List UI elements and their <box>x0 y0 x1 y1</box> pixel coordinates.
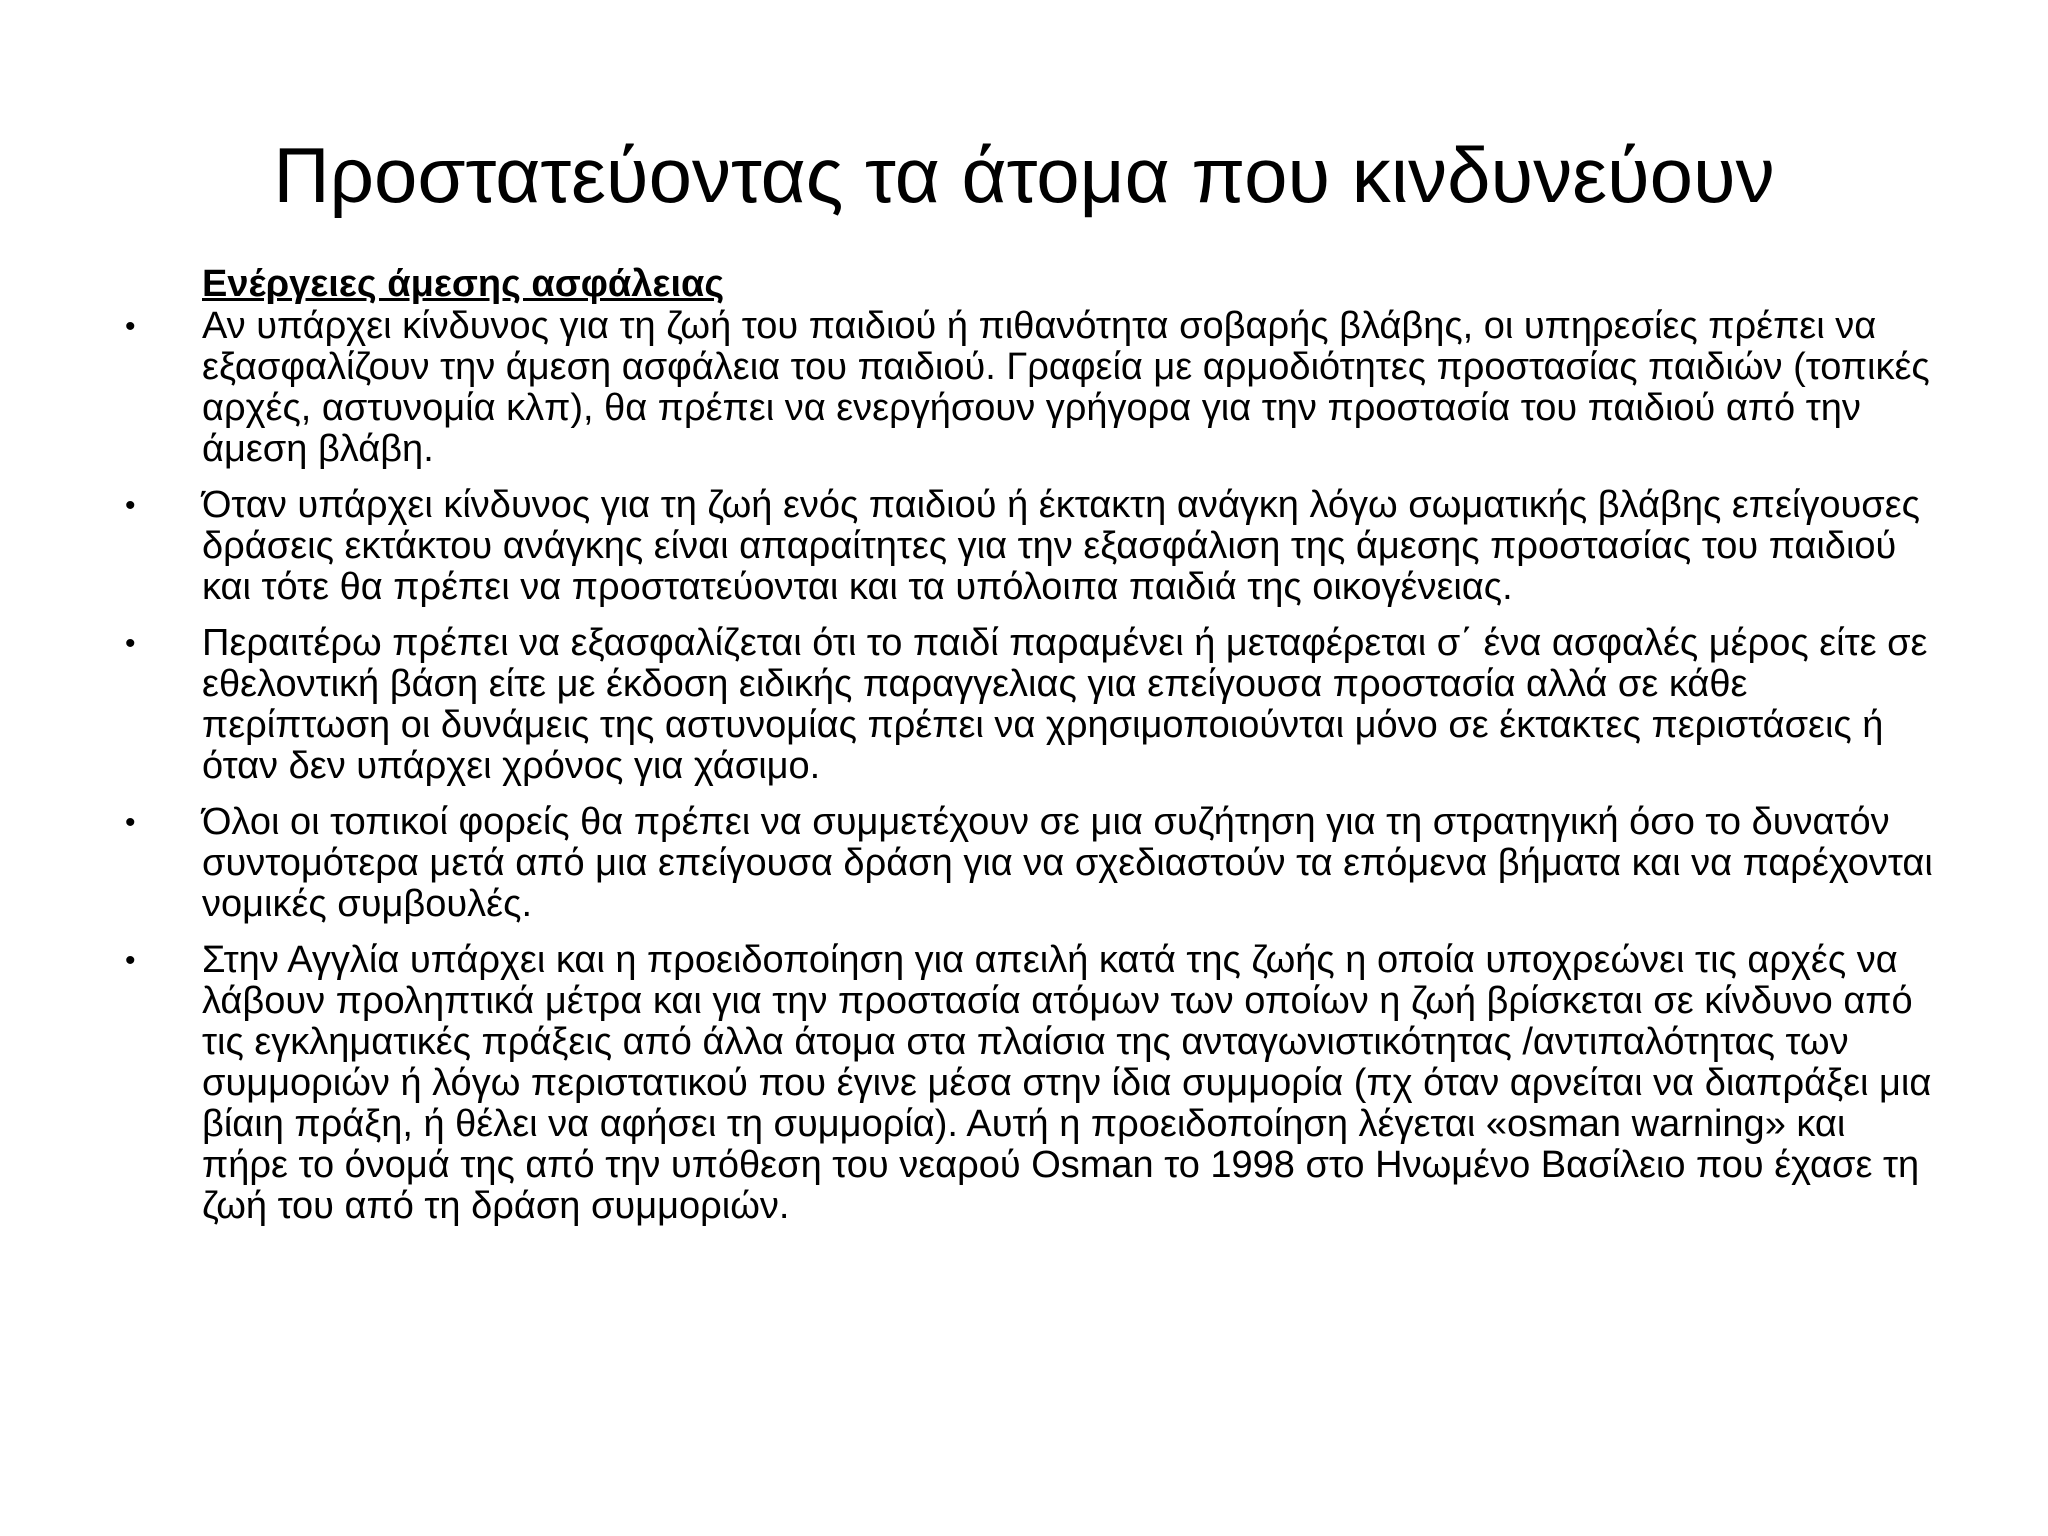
bullet-icon: • <box>125 944 136 977</box>
bullet-icon: • <box>125 489 136 522</box>
bullet-text: Όταν υπάρχει κίνδυνος για τη ζωή ενός παιδιού ή έκτακτη ανάγκη λόγω σωματικής βλάβης επείγουσες δράσεις εκτάκτου ανάγκης είναι απαραίτητες για την εξασφάλιση της άμεσης προστασίας του παιδιού και τότε θα πρέπει να προστατεύονται και τα υπόλοιπα παιδιά της οικογένειας. <box>202 484 1920 608</box>
bullet-item <box>118 940 1938 1227</box>
bullet-icon: • <box>125 627 136 660</box>
bullet-item <box>118 802 1938 925</box>
bullet-text: Στην Αγγλία υπάρχει και η προειδοποίηση για απειλή κατά της ζωής η οποία υποχρεώνει τις αρχές να λάβουν προληπτικά μέτρα και για την προστασία ατόμων των οποίων η ζωή βρίσκεται σε κίνδυνο από τις εγκληματικές πράξεις από άλλα άτομα στα πλαίσια της ανταγωνιστικότητας /αντιπαλότητας των συμμοριών ή λόγω περιστατικού που έγινε μέσα στην ίδια συμμορία (πχ όταν αρνείται να διαπράξει μια βίαιη πράξη, ή θέλει να αφήσει τη συμμορία). Αυτή η προειδοποίηση λέγεται «osman warning» και πήρε το όνομά της από την υπόθεση του νεαρού Osman το 1998 στο Ηνωμένο Βασίλειο που έχασε τη ζωή του από τη δράση συμμοριών. <box>202 939 1932 1227</box>
bullet-item <box>118 306 1938 470</box>
bullet-text: Αν υπάρχει κίνδυνος για τη ζωή του παιδιού ή πιθανότητα σοβαρής βλάβης, οι υπηρεσίες πρέπει να εξασφαλίζουν την άμεση ασφάλεια του παιδιού. Γραφεία με αρμοδιότητες προστασίας παιδιών (τοπικές αρχές, αστυνομία κλπ), θα πρέπει να ενεργήσουν γρήγορα για την προστασία του παιδιού από την άμεση βλάβη. <box>202 305 1930 470</box>
bullet-text: Όλοι οι τοπικοί φορείς θα πρέπει να συμμετέχουν σε μια συζήτηση για τη στρατηγική όσο το δυνατόν συντομότερα μετά από μια επείγουσα δράση για να σχεδιαστούν τα επόμενα βήματα και να παρέχονται νομικές συμβουλές. <box>202 801 1933 925</box>
bullet-icon: • <box>125 310 136 343</box>
bullet-icon: • <box>125 806 136 839</box>
slide-content <box>118 262 1938 1227</box>
slide-title: Προστατεύοντας τα άτομα που κινδυνεύουν <box>273 131 1775 219</box>
bullet-item <box>118 623 1938 787</box>
bullet-item <box>118 485 1938 608</box>
section-heading: Ενέργειες άμεσης ασφάλειας <box>202 263 725 305</box>
bullet-text: Περαιτέρω πρέπει να εξασφαλίζεται ότι το παιδί παραμένει ή μεταφέρεται σ΄ ένα ασφαλές μέρος είτε σε εθελοντική βάση είτε με έκδοση ειδικής παραγγελιας για επείγουσα προστασία αλλά σε κάθε περίπτωση οι δυνάμεις της αστυνομίας πρέπει να χρησιμοποιούνται μόνο σε έκτακτες περιστάσεις ή όταν δεν υπάρχει χρόνος για χάσιμο. <box>202 622 1928 787</box>
bullet-list <box>118 306 1938 1227</box>
